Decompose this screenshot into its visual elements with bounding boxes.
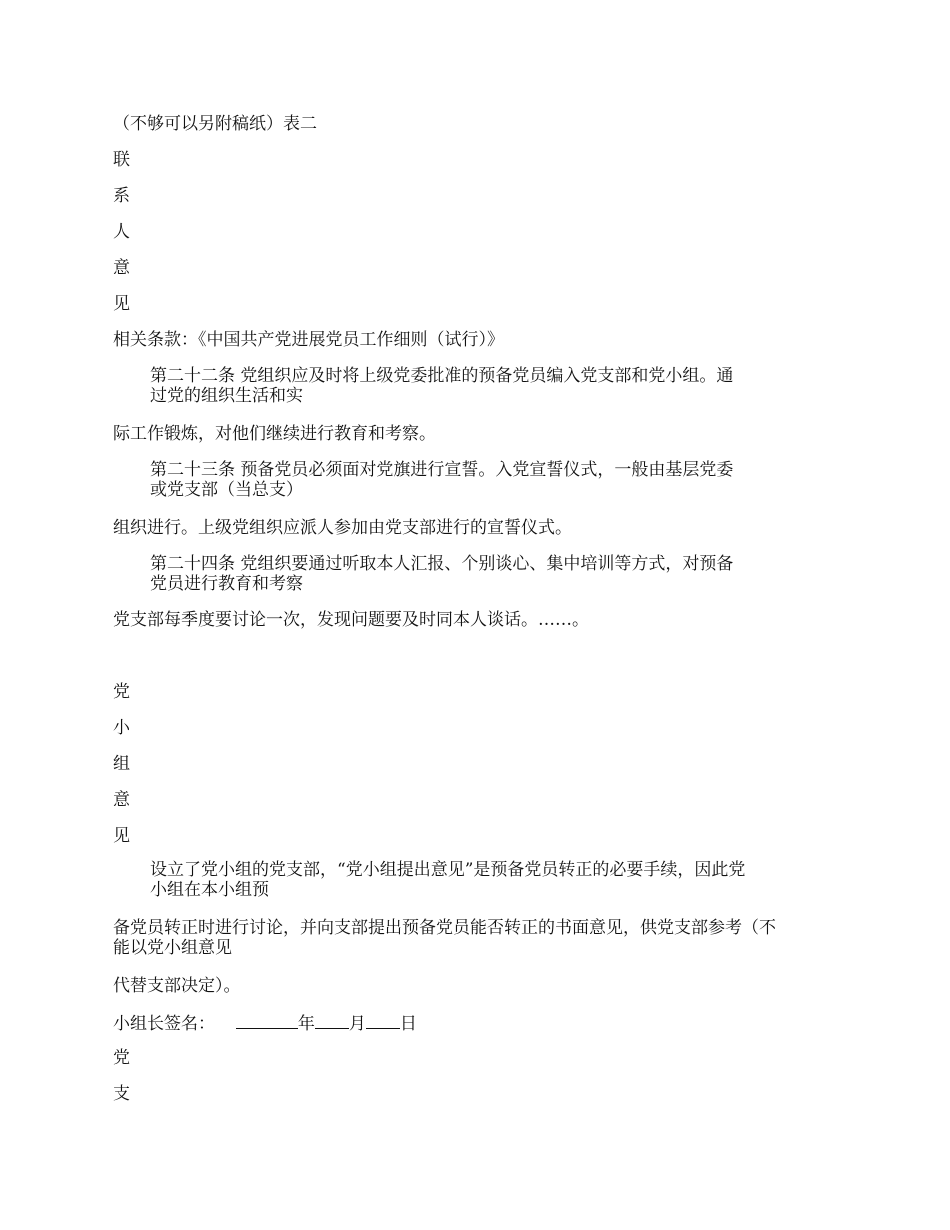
vertical-char-10: 见 [113,826,130,846]
article24-continuation: 党支部每季度要讨论一次，发现问题要及时同本人谈话。……。 [113,610,589,630]
vertical-char-7: 小 [113,718,130,738]
vertical-char-8: 组 [113,754,130,774]
group-note-cont-line2: 能以党小组意见 [113,938,232,958]
signature-blank[interactable] [236,1012,298,1029]
signature-label: 小组长签名： [113,1014,215,1034]
vertical-char-9: 意 [113,790,130,810]
year-label: 年 [297,1014,315,1034]
vertical-char-1: 联 [113,150,130,170]
vertical-char-12: 支 [113,1084,130,1104]
article23-line1: 第二十三条 预备党员必须面对党旗进行宣誓。入党宣誓仪式，一般由基层党委 [150,460,734,480]
vertical-char-2: 系 [113,186,130,206]
group-note-cont-line3: 代替支部决定）。 [113,976,241,996]
article23-line2: 或党支部（当总支） [150,480,303,500]
article24-line2: 党员进行教育和考察 [150,574,303,594]
group-note-line1: 设立了党小组的党支部，“党小组提出意见”是预备党员转正的必要手续，因此党 [150,860,746,880]
header-note: （不够可以另附稿纸）表二 [113,114,317,134]
day-label: 日 [399,1014,417,1034]
vertical-char-11: 党 [113,1048,130,1068]
month-blank[interactable] [315,1012,349,1029]
article22-line1: 第二十二条 党组织应及时将上级党委批准的预备党员编入党支部和党小组。通 [150,366,734,386]
vertical-char-4: 意 [113,258,130,278]
article22-continuation: 际工作锻炼，对他们继续进行教育和考察。 [113,424,436,444]
signature-line [113,1012,417,1034]
group-note-cont-line1: 备党员转正时进行讨论，并向支部提出预备党员能否转正的书面意见，供党支部参考（不 [113,918,776,938]
article23-continuation: 组织进行。上级党组织应派人参加由党支部进行的宣誓仪式。 [113,518,572,538]
clause-title: 相关条款：《中国共产党进展党员工作细则（试行）》 [113,330,504,350]
vertical-char-6: 党 [113,682,130,702]
group-note-line2: 小组在本小组预 [150,880,269,900]
day-blank[interactable] [366,1012,400,1029]
article24-line1: 第二十四条 党组织要通过听取本人汇报、个别谈心、集中培训等方式，对预备 [150,554,734,574]
vertical-char-5: 见 [113,294,130,314]
month-label: 月 [348,1014,366,1034]
vertical-char-3: 人 [113,222,130,242]
article22-line2: 过党的组织生活和实 [150,386,303,406]
